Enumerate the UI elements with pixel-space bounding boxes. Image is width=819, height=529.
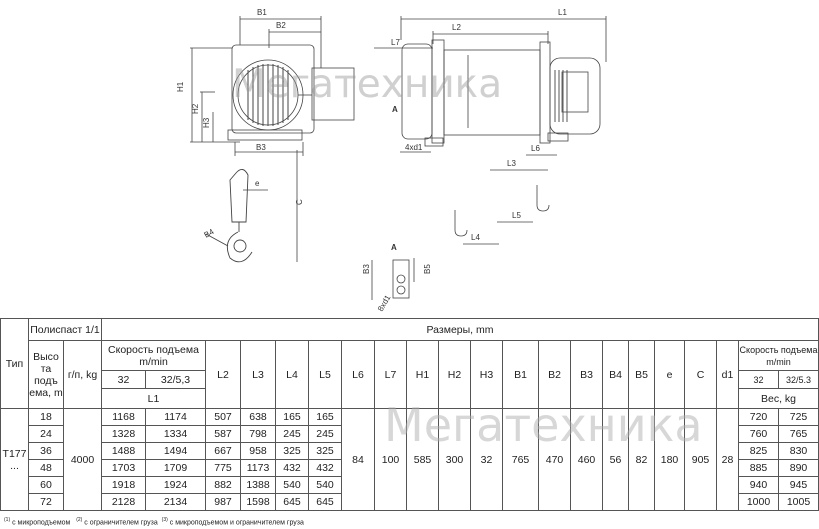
cell-l1b: 1709 (146, 460, 206, 477)
dim-l3-label: L3 (507, 159, 516, 168)
footnote-3-text: с микроподъемом и ограничителем груза (169, 519, 304, 527)
cell-l5: 645 (309, 494, 342, 511)
cell-h: 18 (29, 409, 64, 426)
watermark-table: Мегатехника (384, 398, 703, 452)
dim-b4-label: B4 (202, 227, 216, 240)
cell-l1b: 1334 (146, 426, 206, 443)
col-h1: H1 (407, 341, 439, 409)
cell-l1b: 1494 (146, 443, 206, 460)
cell-l4: 165 (276, 409, 309, 426)
cell-l2: 667 (206, 443, 241, 460)
col-type: Тип (1, 319, 29, 409)
col-weight: Вес, kg (739, 389, 819, 409)
dim-h2-label: H2 (191, 103, 200, 114)
cell-l1b: 1924 (146, 477, 206, 494)
cell-l3: 798 (241, 426, 276, 443)
footnote-2-mark: (2) (76, 517, 83, 523)
cell-l5: 245 (309, 426, 342, 443)
watermark-top: Мегатехника (232, 62, 503, 107)
cell-wb: 945 (779, 477, 819, 494)
cell-l4: 540 (276, 477, 309, 494)
cell-h: 60 (29, 477, 64, 494)
cell-b3: 460 (571, 409, 603, 511)
cell-l1a: 2128 (102, 494, 146, 511)
detail-b3-label: B3 (362, 264, 371, 274)
cell-h: 24 (29, 426, 64, 443)
cell-wb: 725 (779, 409, 819, 426)
dim-l5-label: L5 (512, 211, 521, 220)
cell-wb: 765 (779, 426, 819, 443)
col-l3: L3 (241, 341, 276, 409)
cell-d1: 28 (717, 409, 739, 511)
table-row (1, 409, 819, 426)
cell-l3: 1173 (241, 460, 276, 477)
cell-l4: 245 (276, 426, 309, 443)
col-b1: B1 (503, 341, 539, 409)
cell-l1a: 1703 (102, 460, 146, 477)
footnote-3-mark: (3) (161, 517, 168, 523)
cell-l5: 165 (309, 409, 342, 426)
cell-l4: 432 (276, 460, 309, 477)
col-b5: B5 (629, 341, 655, 409)
cell-h: 36 (29, 443, 64, 460)
cell-wa: 825 (739, 443, 779, 460)
cell-l3: 638 (241, 409, 276, 426)
cell-h2: 300 (439, 409, 471, 511)
cell-l1b: 2134 (146, 494, 206, 511)
cell-h: 72 (29, 494, 64, 511)
col-h3: H3 (471, 341, 503, 409)
cell-l2: 507 (206, 409, 241, 426)
detail-b5-label: B5 (423, 264, 432, 274)
cell-h1: 585 (407, 409, 439, 511)
cell-wa: 1000 (739, 494, 779, 511)
cell-l2: 587 (206, 426, 241, 443)
cell-l4: 325 (276, 443, 309, 460)
col-b4: B4 (603, 341, 629, 409)
detail-8xd1-label: 8xd1 (375, 293, 393, 313)
cell-l5: 325 (309, 443, 342, 460)
cell-h3: 32 (471, 409, 503, 511)
col-weight-speed: Скорость подъема m/min (739, 341, 819, 371)
cell-l1a: 1488 (102, 443, 146, 460)
cell-b5: 82 (629, 409, 655, 511)
dim-h1-label: H1 (176, 81, 185, 92)
cell-wb: 1005 (779, 494, 819, 511)
col-b2: B2 (539, 341, 571, 409)
cell-l2: 882 (206, 477, 241, 494)
col-e: e (655, 341, 685, 409)
dim-b3-label: B3 (256, 143, 266, 152)
cell-c: 905 (685, 409, 717, 511)
cell-b2: 470 (539, 409, 571, 511)
footnotes (4, 517, 304, 526)
cell-l2: 987 (206, 494, 241, 511)
cell-wa: 940 (739, 477, 779, 494)
cell-l5: 432 (309, 460, 342, 477)
col-d1: d1 (717, 341, 739, 409)
cell-l1a: 1168 (102, 409, 146, 426)
col-h2: H2 (439, 341, 471, 409)
cell-l3: 958 (241, 443, 276, 460)
cell-e: 180 (655, 409, 685, 511)
cell-l4: 645 (276, 494, 309, 511)
col-weight-speed-a: 32 (739, 371, 779, 389)
dim-b1-label: B1 (257, 8, 267, 17)
cell-l3: 1388 (241, 477, 276, 494)
cell-b1: 765 (503, 409, 539, 511)
footnote-1-text: с микроподъемом (12, 519, 71, 527)
col-l1: L1 (102, 389, 206, 409)
cell-wa: 720 (739, 409, 779, 426)
cell-l2: 775 (206, 460, 241, 477)
col-l5: L5 (309, 341, 342, 409)
dim-b2-label: B2 (276, 21, 286, 30)
cell-l1b: 1174 (146, 409, 206, 426)
col-polispast: Полиспаст 1/1 (29, 319, 102, 341)
col-vysota: Высо та подъ ема, m (29, 341, 64, 409)
col-c: C (685, 341, 717, 409)
section-a-label: A (392, 105, 398, 114)
cell-wb: 830 (779, 443, 819, 460)
dim-l1-label: L1 (558, 8, 567, 17)
detail-a-title: A (391, 243, 397, 252)
footnote-1-mark: (1) (4, 517, 11, 523)
cell-l7: 100 (375, 409, 407, 511)
cell-wa: 885 (739, 460, 779, 477)
cell-l1a: 1328 (102, 426, 146, 443)
cell-l3: 1598 (241, 494, 276, 511)
col-l2: L2 (206, 341, 241, 409)
col-gp: г/п, kg (64, 341, 102, 409)
col-speed-b: 32/5,3 (146, 371, 206, 389)
spec-table (0, 318, 819, 511)
cell-h: 48 (29, 460, 64, 477)
cell-wa: 760 (739, 426, 779, 443)
col-b3: B3 (571, 341, 603, 409)
col-l6: L6 (342, 341, 375, 409)
cell-gp: 4000 (64, 409, 102, 511)
footnote-2-text: с ограничителем груза (84, 519, 158, 527)
dim-l6-label: L6 (531, 144, 540, 153)
col-l4: L4 (276, 341, 309, 409)
cell-wb: 890 (779, 460, 819, 477)
col-razmery: Размеры, mm (102, 319, 819, 341)
cell-l5: 540 (309, 477, 342, 494)
dim-l7-label: L7 (391, 38, 400, 47)
dim-c-label: C (295, 199, 304, 205)
col-weight-speed-b: 32/5.3 (779, 371, 819, 389)
dim-l2-label: L2 (452, 23, 461, 32)
col-speed: Скорость подъема m/min (102, 341, 206, 371)
cell-type: Т177 ... (1, 409, 29, 511)
dim-4xd1-label: 4xd1 (405, 143, 423, 152)
col-speed-a: 32 (102, 371, 146, 389)
cell-l6: 84 (342, 409, 375, 511)
cell-l1a: 1918 (102, 477, 146, 494)
dim-h3-label: H3 (202, 117, 211, 128)
dim-l4-label: L4 (471, 233, 480, 242)
col-l7: L7 (375, 341, 407, 409)
cell-b4: 56 (603, 409, 629, 511)
dim-e-label: e (255, 179, 260, 188)
